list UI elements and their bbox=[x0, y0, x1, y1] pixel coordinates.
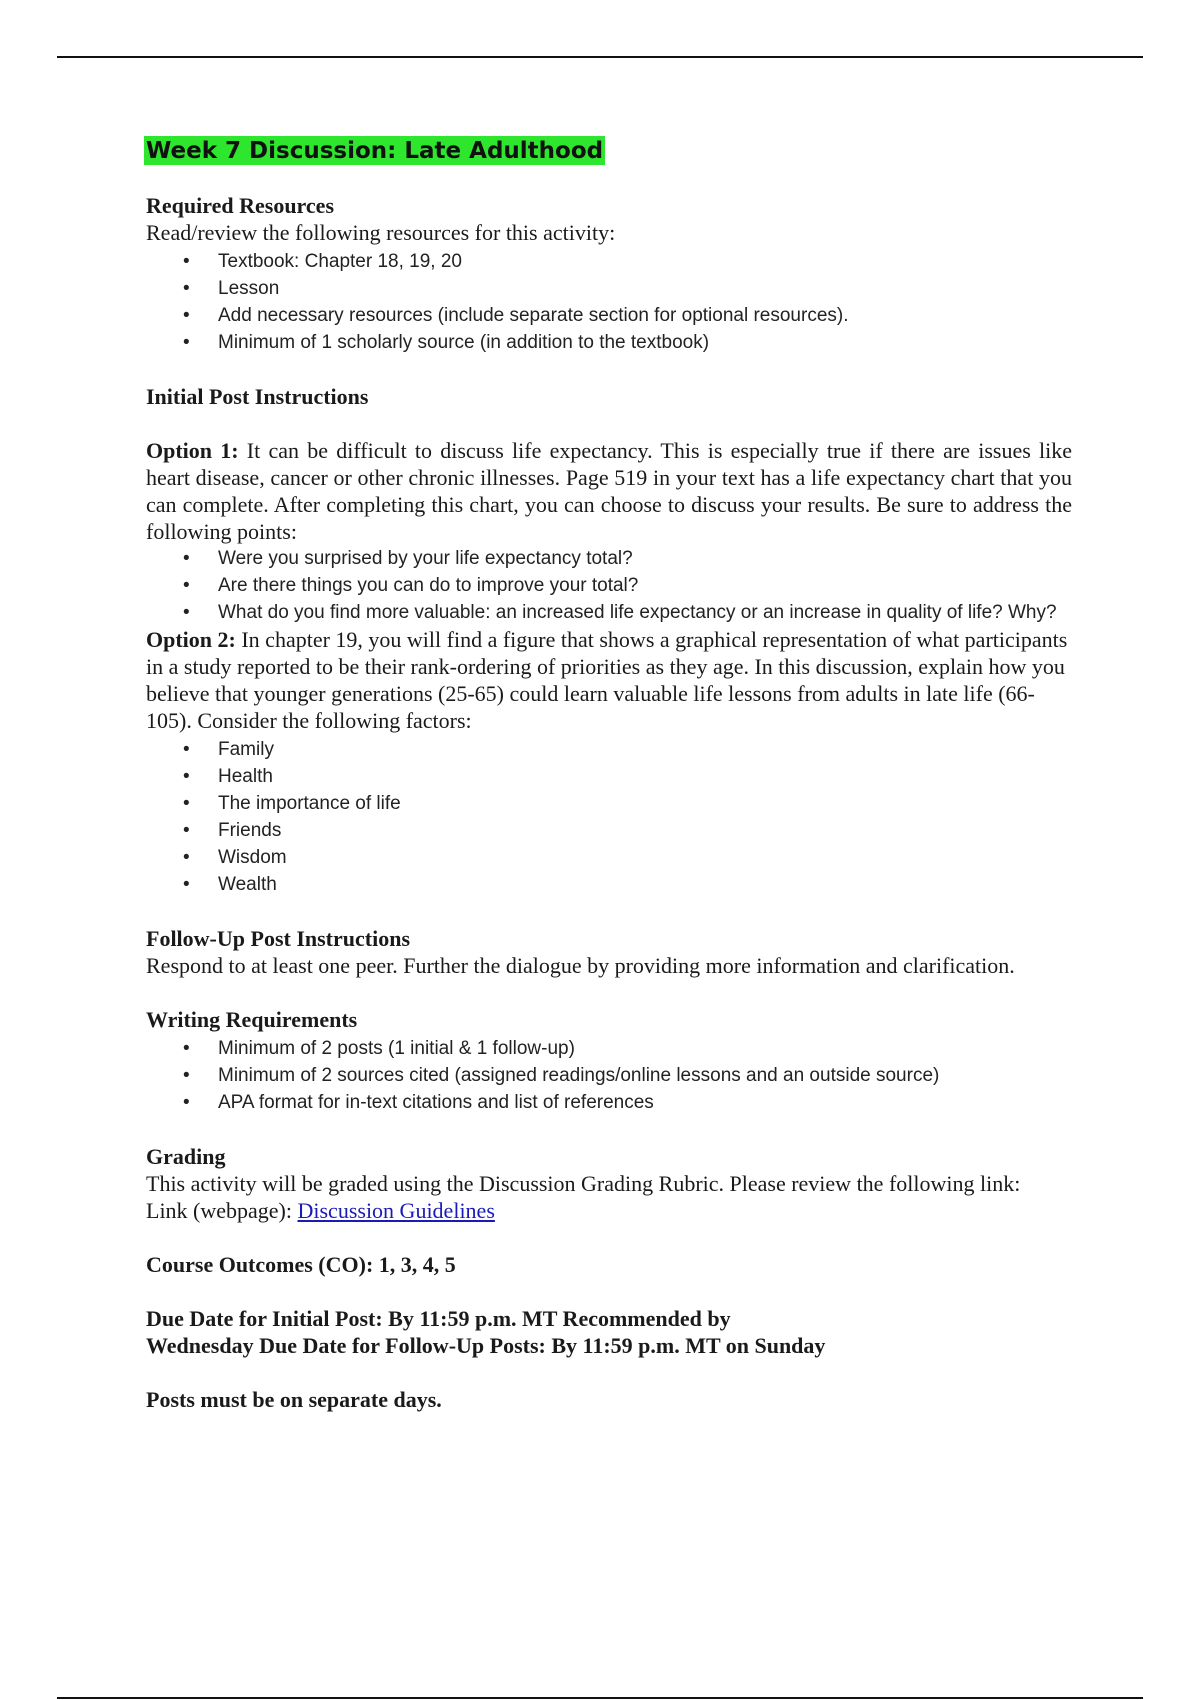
discussion-guidelines-link[interactable]: Discussion Guidelines bbox=[297, 1198, 495, 1223]
list-item: • Add necessary resources (include separate section for optional resources). bbox=[146, 302, 1072, 329]
footer-rule bbox=[57, 1697, 1143, 1699]
required-resources-section bbox=[146, 192, 1072, 356]
separate-days-note: Posts must be on separate days. bbox=[146, 1387, 442, 1412]
list-item: • Wealth bbox=[146, 871, 1072, 898]
required-resources-intro: Read/review the following resources for this activity: bbox=[146, 220, 616, 245]
list-item: • Health bbox=[146, 763, 1072, 790]
bullet-icon: • bbox=[183, 602, 190, 623]
bullet-icon: • bbox=[183, 251, 190, 272]
option-1-text: It can be difficult to discuss life expectancy. This is especially true if there are issues like heart disease, cancer or other chronic illnesses. Page 519 in your text has a life expectancy chart that you can complete. After completing this chart, you can choose to discuss your results. Be sure to address the following points: bbox=[146, 438, 1072, 544]
document-title-wrapper bbox=[146, 136, 1072, 165]
follow-up-section bbox=[146, 925, 1072, 979]
option-2-list bbox=[146, 736, 1072, 898]
option-2-label: Option 2: bbox=[146, 627, 236, 652]
writing-requirements-section bbox=[146, 1006, 1072, 1116]
list-item: • Wisdom bbox=[146, 844, 1072, 871]
bullet-icon: • bbox=[183, 278, 190, 299]
bullet-icon: • bbox=[183, 575, 190, 596]
list-item: • Minimum of 2 posts (1 initial & 1 follow-up) bbox=[146, 1035, 1072, 1062]
follow-up-heading: Follow-Up Post Instructions bbox=[146, 926, 411, 951]
course-outcomes: Course Outcomes (CO): 1, 3, 4, 5 bbox=[146, 1252, 456, 1277]
list-item: • Lesson bbox=[146, 275, 1072, 302]
writing-requirements-list bbox=[146, 1035, 1072, 1116]
list-item: • What do you find more valuable: an increased life expectancy or an increase in quality of life? Why? bbox=[146, 599, 1072, 626]
bullet-icon: • bbox=[183, 332, 190, 353]
bullet-icon: • bbox=[183, 1038, 190, 1059]
link-prefix: Link (webpage): bbox=[146, 1198, 292, 1223]
bullet-icon: • bbox=[183, 766, 190, 787]
list-item: • Friends bbox=[146, 817, 1072, 844]
option-1-paragraph bbox=[146, 437, 1072, 545]
bullet-icon: • bbox=[183, 548, 190, 569]
document-body bbox=[146, 136, 1072, 1413]
bullet-icon: • bbox=[183, 874, 190, 895]
option-2-paragraph bbox=[146, 626, 1072, 734]
required-resources-heading: Required Resources bbox=[146, 193, 335, 218]
bullet-icon: • bbox=[183, 1092, 190, 1113]
option-1-label: Option 1: bbox=[146, 438, 239, 463]
document-title: Week 7 Discussion: Late Adulthood bbox=[146, 138, 604, 164]
grading-text: This activity will be graded using the Discussion Grading Rubric. Please review the following link: Link (webpage): Discussion Guidelines bbox=[146, 1171, 1021, 1223]
due-date-line-1: Due Date for Initial Post: By 11:59 p.m. MT Recommended by bbox=[146, 1306, 731, 1331]
bullet-icon: • bbox=[183, 1065, 190, 1086]
bullet-icon: • bbox=[183, 847, 190, 868]
initial-post-section bbox=[146, 383, 1072, 898]
list-item: • Minimum of 1 scholarly source (in addition to the textbook) bbox=[146, 329, 1072, 356]
initial-post-heading: Initial Post Instructions bbox=[146, 384, 369, 409]
list-item: • APA format for in-text citations and list of references bbox=[146, 1089, 1072, 1116]
list-item: • Minimum of 2 sources cited (assigned readings/online lessons and an outside source) bbox=[146, 1062, 1072, 1089]
option-1-list bbox=[146, 545, 1072, 626]
bullet-icon: • bbox=[183, 793, 190, 814]
list-item: • Family bbox=[146, 736, 1072, 763]
follow-up-text: Respond to at least one peer. Further the dialogue by providing more information and clarification. bbox=[146, 953, 1015, 978]
due-date-line-2: Wednesday Due Date for Follow-Up Posts: By 11:59 p.m. MT on Sunday bbox=[146, 1333, 826, 1358]
list-item: • The importance of life bbox=[146, 790, 1072, 817]
grading-section bbox=[146, 1143, 1072, 1224]
list-item: • Are there things you can do to improve your total? bbox=[146, 572, 1072, 599]
required-resources-list bbox=[146, 248, 1072, 356]
option-2-text: In chapter 19, you will find a figure that shows a graphical representation of what participants in a study reported to be their rank-ordering of priorities as they age. In this discussion, explain how you believe that younger generations (25-65) could learn valuable life lessons from adults in late life (66-105). Consider the following factors: bbox=[146, 627, 1068, 733]
list-item: • Were you surprised by your life expectancy total? bbox=[146, 545, 1072, 572]
header-rule bbox=[57, 56, 1143, 58]
due-dates-section bbox=[146, 1305, 1072, 1359]
bullet-icon: • bbox=[183, 739, 190, 760]
bullet-icon: • bbox=[183, 820, 190, 841]
list-item: • Textbook: Chapter 18, 19, 20 bbox=[146, 248, 1072, 275]
grading-heading: Grading bbox=[146, 1144, 226, 1169]
bullet-icon: • bbox=[183, 305, 190, 326]
writing-requirements-heading: Writing Requirements bbox=[146, 1007, 358, 1032]
